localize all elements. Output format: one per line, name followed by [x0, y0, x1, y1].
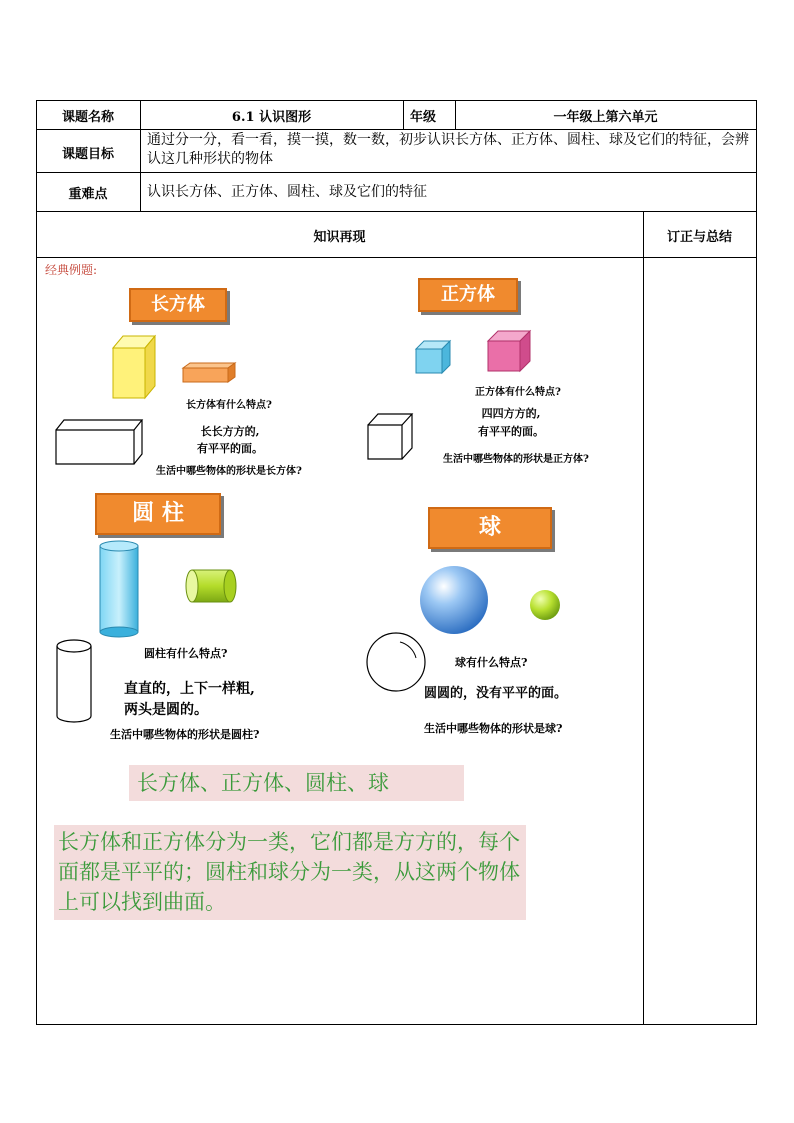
- blue-cylinder-icon: [100, 541, 138, 637]
- outline-cylinder-icon: [57, 640, 91, 722]
- summary-heading: 订正与总结: [666, 230, 732, 245]
- cylinder-question: 圆柱有什么特点?: [144, 647, 228, 660]
- table-border-bottom: [36, 1024, 757, 1025]
- cube-life-question: 生活中哪些物体的形状是正方体?: [443, 454, 589, 465]
- grade-label: 年级: [410, 110, 437, 125]
- table-border-top: [36, 100, 757, 101]
- cube-banner: 正方体: [418, 278, 518, 312]
- sphere-feature: 圆圆的，没有平平的面。: [424, 686, 568, 701]
- cylinder-feature-2: 两头是圆的。: [124, 702, 208, 718]
- yellow-cuboid-icon: [113, 336, 155, 398]
- goal-value: 通过分一分，看一看，摸一摸，数一数，初步认识长方体、正方体、圆柱、球及它们的特征，会辨认这几种形状的物体: [147, 132, 749, 167]
- sphere-banner: 球: [428, 507, 552, 549]
- green-cylinder-icon: [186, 570, 236, 602]
- example-label: 经典例题:: [45, 263, 98, 277]
- topic-value: 6.1 认识图形: [231, 110, 312, 125]
- blue-cube-icon: [416, 341, 450, 373]
- goal-label: 课题目标: [61, 147, 114, 162]
- table-line-row4: [36, 257, 757, 258]
- cylinder-life-question: 生活中哪些物体的形状是圆柱?: [110, 728, 260, 741]
- table-line-row1: [36, 129, 757, 130]
- outline-cuboid-icon: [56, 420, 142, 464]
- cuboid-feature-1: 长长方方的,: [200, 425, 260, 438]
- cube-feature-1: 四四方方的,: [481, 407, 541, 420]
- cuboid-banner: 长方体: [129, 288, 227, 322]
- key-value: 认识长方体、正方体、圆柱、球及它们的特征: [147, 184, 427, 200]
- cuboid-feature-2: 有平平的面。: [197, 442, 263, 455]
- orange-cuboid-icon: [183, 363, 235, 382]
- table-col-grade-left: [403, 100, 404, 130]
- shape-names-answer: 长方体、正方体、圆柱、球: [129, 765, 464, 801]
- table-line-row2: [36, 172, 757, 173]
- knowledge-heading: 知识再现: [313, 230, 366, 245]
- key-label: 重难点: [68, 187, 108, 202]
- outline-sphere-icon: [367, 633, 425, 691]
- cube-question: 正方体有什么特点?: [475, 387, 561, 398]
- topic-label: 课题名称: [61, 110, 114, 125]
- sphere-life-question: 生活中哪些物体的形状是球?: [424, 722, 563, 735]
- grade-value: 一年级上第六单元: [553, 110, 658, 125]
- classification-answer: 长方体和正方体分为一类，它们都是方方的，每个面都是平平的；圆柱和球分为一类，从这两个物体上可以找到曲面。: [54, 825, 526, 920]
- cylinder-feature-1: 直直的，上下一样粗,: [124, 681, 255, 697]
- sphere-question: 球有什么特点?: [455, 656, 528, 669]
- table-col-summary-divider: [643, 211, 644, 1025]
- cylinder-banner: 圆 柱: [95, 493, 221, 535]
- green-sphere-icon: [530, 590, 560, 620]
- cuboid-question: 长方体有什么特点?: [186, 400, 272, 411]
- cuboid-life-question: 生活中哪些物体的形状是长方体?: [156, 466, 302, 477]
- sphere-images: [360, 560, 580, 700]
- table-line-row3: [36, 211, 757, 212]
- cube-feature-2: 有平平的面。: [478, 425, 544, 438]
- pink-cube-icon: [488, 331, 530, 371]
- blue-sphere-icon: [420, 566, 488, 634]
- table-border-right: [756, 100, 757, 1025]
- outline-cube-icon: [368, 414, 412, 459]
